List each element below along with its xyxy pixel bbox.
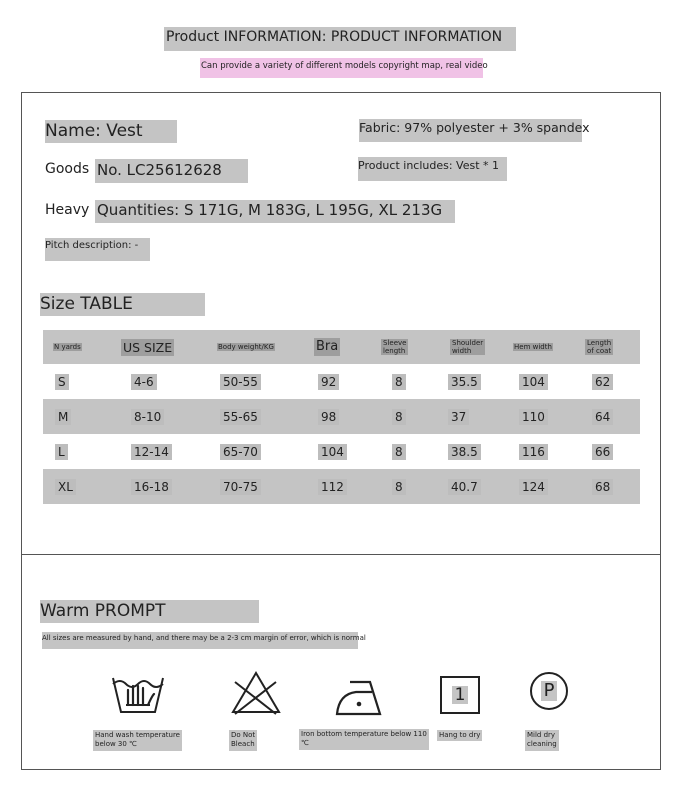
- cell-yards-value: L: [55, 444, 68, 460]
- cell-hem-width-value: 124: [519, 479, 548, 495]
- measurement-note: All sizes are measured by hand, and there may be a 2-3 cm margin of error, which is normal: [42, 632, 358, 649]
- cell-yards-value: M: [55, 409, 71, 425]
- cell-sleeve-length-value: 8: [392, 444, 406, 460]
- cell-coat-length-value: 62: [592, 374, 613, 390]
- cell-bra-value: 104: [318, 444, 347, 460]
- header-coat-length: [585, 330, 613, 364]
- care-label-bleach-line2: Bleach: [231, 740, 255, 749]
- cell-bra-value: 92: [318, 374, 339, 390]
- cell-body-weight-value: 70-75: [220, 479, 261, 495]
- cell-coat-length-value: 64: [592, 409, 613, 425]
- care-label-dry-clean-line2: cleaning: [527, 740, 557, 749]
- table-body: [43, 364, 640, 504]
- cell-yards: [55, 399, 71, 434]
- cell-coat-length-value: 68: [592, 479, 613, 495]
- header-body-weight-label: Body weight/KG: [218, 342, 274, 351]
- cell-bra: [318, 364, 339, 399]
- cell-hem-width-value: 104: [519, 374, 548, 390]
- header-shoulder-width: [450, 330, 485, 364]
- care-label-iron-line1: Iron bottom temperature below 110: [301, 730, 427, 738]
- cell-shoulder-width: [448, 364, 481, 399]
- care-label-iron: [299, 729, 429, 750]
- cell-bra: [318, 434, 347, 469]
- header-shoulder-line2: width: [451, 347, 484, 355]
- product-fabric: Fabric: 97% polyester + 3% spandex: [359, 119, 582, 142]
- care-label-iron-line2: ℃: [301, 739, 309, 748]
- table-row: [43, 434, 640, 469]
- care-label-dry-clean: [525, 730, 559, 751]
- hang-to-dry-icon: [440, 676, 480, 714]
- size-table-title: Size TABLE: [40, 293, 205, 316]
- cell-bra-value: 112: [318, 479, 347, 495]
- hand-wash-icon: [110, 672, 166, 718]
- cell-body-weight-value: 65-70: [220, 444, 261, 460]
- cell-bra-value: 98: [318, 409, 339, 425]
- header-bra: [314, 330, 340, 364]
- cell-shoulder-width: [448, 434, 481, 469]
- cell-us-size-value: 16-18: [131, 479, 172, 495]
- warm-prompt-title: Warm PROMPT: [40, 600, 259, 623]
- cell-hem-width: [519, 469, 548, 504]
- cell-us-size-value: 12-14: [131, 444, 172, 460]
- cell-sleeve-length-value: 8: [392, 409, 406, 425]
- header-yards-label: N yards: [54, 342, 81, 351]
- do-not-bleach-icon: [230, 670, 282, 716]
- size-table: [43, 330, 640, 504]
- care-label-hand-wash-line1: Hand wash temperature: [95, 731, 180, 739]
- product-quantities: Quantities: S 171G, M 183G, L 195G, XL 213G: [95, 200, 455, 223]
- cell-us-size-value: 8-10: [131, 409, 164, 425]
- table-row: [43, 399, 640, 434]
- cell-us-size: [131, 364, 157, 399]
- cell-sleeve-length-value: 8: [392, 479, 406, 495]
- cell-body-weight: [220, 434, 261, 469]
- header-us-size: [121, 330, 174, 364]
- page-title: Product INFORMATION: PRODUCT INFORMATION: [164, 27, 516, 51]
- care-label-hand-wash-line2: below 30 ℃: [95, 740, 137, 749]
- cell-sleeve-length: [392, 364, 406, 399]
- cell-coat-length: [592, 434, 613, 469]
- care-label-bleach: [229, 730, 257, 751]
- care-label-bleach-line1: Do Not: [231, 731, 256, 739]
- cell-shoulder-width-value: 40.7: [448, 479, 481, 495]
- product-includes: Product includes: Vest * 1: [358, 157, 507, 181]
- cell-shoulder-width-value: 35.5: [448, 374, 481, 390]
- header-bra-label: Bra: [316, 339, 339, 355]
- cell-body-weight-value: 50-55: [220, 374, 261, 390]
- cell-us-size: [131, 399, 164, 434]
- iron-icon: [334, 676, 384, 718]
- header-coat-line2: of coat: [587, 347, 612, 355]
- header-sleeve-line2: length: [382, 347, 407, 355]
- header-sleeve-line1: Sleeve: [383, 338, 407, 347]
- cell-sleeve-length: [392, 469, 406, 504]
- header-hem-width: [513, 330, 553, 364]
- product-name: Name: Vest: [45, 120, 177, 143]
- cell-body-weight-value: 55-65: [220, 409, 261, 425]
- cell-shoulder-width-value: 38.5: [448, 444, 481, 460]
- cell-us-size: [131, 469, 172, 504]
- cell-coat-length: [592, 364, 613, 399]
- cell-hem-width-value: 110: [519, 409, 548, 425]
- header-us-size-label: US SIZE: [123, 339, 173, 355]
- goods-label: Goods: [45, 161, 90, 177]
- header-hem-width-label: Hem width: [514, 342, 552, 351]
- header-body-weight: [217, 330, 275, 364]
- cell-shoulder-width-value: 37: [448, 409, 469, 425]
- care-label-hand-wash: [93, 730, 182, 751]
- header-sleeve-length: [381, 330, 408, 364]
- goods-number: No. LC25612628: [95, 159, 248, 183]
- cell-bra: [318, 399, 339, 434]
- dry-clean-icon: [530, 672, 568, 710]
- table-row: [43, 469, 640, 504]
- cell-yards: [55, 469, 76, 504]
- cell-coat-length: [592, 469, 613, 504]
- cell-yards-value: XL: [55, 479, 76, 495]
- cell-sleeve-length: [392, 434, 406, 469]
- dry-clean-letter: P: [541, 681, 558, 701]
- cell-hem-width-value: 116: [519, 444, 548, 460]
- cell-shoulder-width: [448, 399, 469, 434]
- heavy-label: Heavy: [45, 202, 90, 218]
- page-subtitle: Can provide a variety of different models copyright map, real video: [200, 58, 483, 78]
- cell-coat-length: [592, 399, 613, 434]
- care-label-dry-clean-line1: Mild dry: [527, 731, 556, 739]
- cell-hem-width: [519, 434, 548, 469]
- cell-hem-width: [519, 399, 548, 434]
- cell-body-weight: [220, 399, 261, 434]
- cell-shoulder-width: [448, 469, 481, 504]
- cell-yards: [55, 364, 69, 399]
- header-coat-line1: Length: [587, 338, 612, 347]
- hang-to-dry-symbol: 1: [452, 686, 469, 705]
- table-row: [43, 364, 640, 399]
- cell-coat-length-value: 66: [592, 444, 613, 460]
- cell-body-weight: [220, 469, 261, 504]
- pitch-description: Pitch description: -: [45, 238, 150, 261]
- cell-us-size-value: 4-6: [131, 374, 157, 390]
- cell-hem-width: [519, 364, 548, 399]
- cell-bra: [318, 469, 347, 504]
- care-label-hang-dry: [437, 730, 482, 741]
- cell-us-size: [131, 434, 172, 469]
- table-header-row: [43, 330, 640, 364]
- header-shoulder-line1: Shoulder: [452, 338, 484, 347]
- cell-yards: [55, 434, 68, 469]
- header-yards: [53, 330, 82, 364]
- care-label-hang-dry-line1: Hang to dry: [439, 731, 481, 739]
- cell-yards-value: S: [55, 374, 69, 390]
- cell-sleeve-length: [392, 399, 406, 434]
- cell-body-weight: [220, 364, 261, 399]
- cell-sleeve-length-value: 8: [392, 374, 406, 390]
